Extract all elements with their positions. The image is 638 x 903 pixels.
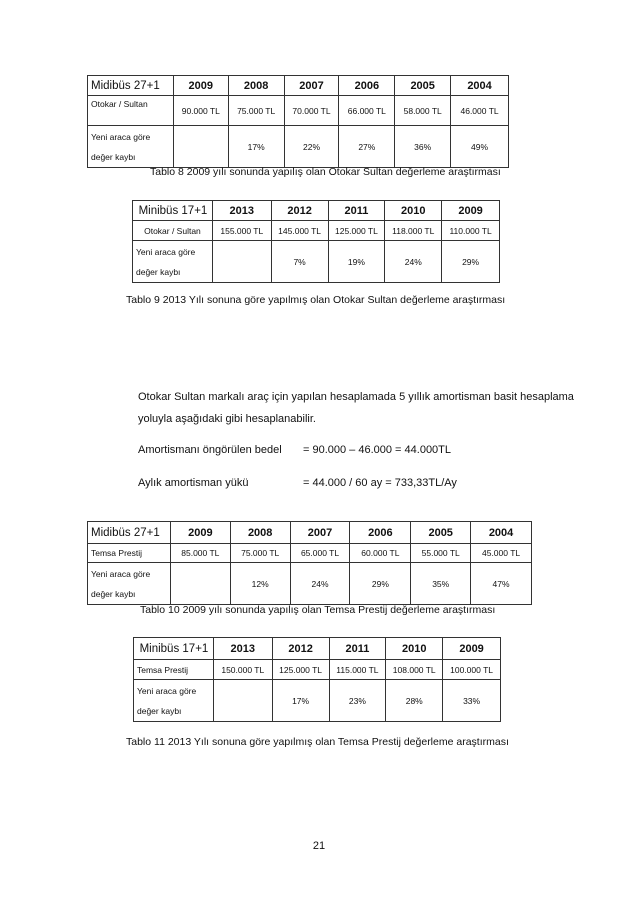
row-label-line: değer kaybı [91,589,136,599]
table-otokar-midibus-2009 [87,75,509,168]
table-cell: 100.000 TL [443,660,501,680]
table-cell: 58.000 TL [395,96,451,126]
table-cell [212,241,271,283]
formula-value: = 44.000 / 60 ay = 733,33TL/Ay [303,477,457,489]
header-cell: Minibüs 17+1 [133,201,213,221]
table-cell: 115.000 TL [329,660,386,680]
table-cell: 110.000 TL [442,221,500,241]
header-cell: 2004 [471,522,532,544]
header-cell: 2006 [339,76,395,96]
header-cell: 2009 [170,522,230,544]
table-cell: 22% [284,126,339,168]
table-temsa-minibus-2013 [133,637,501,722]
row-label [133,241,213,283]
table-cell: 17% [272,680,329,722]
table-cell: 35% [411,563,471,605]
header-cell: 2006 [350,522,411,544]
table-row [134,680,501,722]
table-row [134,660,501,680]
table-cell: 46.000 TL [451,96,509,126]
row-label: Otokar / Sultan [133,221,213,241]
table-row [88,96,509,126]
table-cell: 28% [386,680,443,722]
formula-value: = 90.000 – 46.000 = 44.000TL [303,444,452,456]
table-cell: 125.000 TL [328,221,385,241]
table-header-row [133,201,500,221]
table-cell: 75.000 TL [228,96,284,126]
table-temsa-midibus-2009 [87,521,532,605]
table-cell: 55.000 TL [411,544,471,563]
header-cell: 2012 [272,638,329,660]
table-cell: 23% [329,680,386,722]
table-cell [170,563,230,605]
row-label-line: Yeni araca göre [91,569,151,579]
header-cell: 2010 [386,638,443,660]
table-row [133,221,500,241]
table-cell: 66.000 TL [339,96,395,126]
row-label [88,126,174,168]
table-cell: 150.000 TL [213,660,272,680]
table-cell: 70.000 TL [284,96,339,126]
table-cell: 145.000 TL [271,221,328,241]
table-cell: 24% [290,563,350,605]
row-label-line: değer kaybı [91,152,136,162]
header-cell: 2013 [212,201,271,221]
table-cell: 125.000 TL [272,660,329,680]
row-label-line: Yeni araca göre [137,686,197,696]
header-cell: 2008 [230,522,290,544]
header-cell: 2009 [443,638,501,660]
table-cell: 45.000 TL [471,544,532,563]
header-cell: 2010 [385,201,442,221]
header-cell: Midibüs 27+1 [88,522,171,544]
table-row [133,241,500,283]
header-cell: 2005 [411,522,471,544]
table-cell: 75.000 TL [230,544,290,563]
header-cell: 2013 [213,638,272,660]
row-label [88,563,171,605]
table-row [88,126,509,168]
table-cell: 17% [228,126,284,168]
table-cell: 19% [328,241,385,283]
row-label-line: değer kaybı [137,706,182,716]
row-label: Temsa Prestij [88,544,171,563]
table-cell: 29% [442,241,500,283]
table-cell: 27% [339,126,395,168]
table-row [88,544,532,563]
formula-label: Amortismanı öngörülen bedel [138,444,282,456]
table-cell: 155.000 TL [212,221,271,241]
table-header-row [88,522,532,544]
header-cell: Midibüs 27+1 [88,76,174,96]
header-cell: 2008 [228,76,284,96]
row-label [134,680,214,722]
header-cell: 2004 [451,76,509,96]
table-cell: 118.000 TL [385,221,442,241]
table-cell: 108.000 TL [386,660,443,680]
table-cell: 60.000 TL [350,544,411,563]
header-cell: 2007 [284,76,339,96]
header-cell: Minibüs 17+1 [134,638,214,660]
table-cell: 7% [271,241,328,283]
table-otokar-minibus-2013 [132,200,500,283]
body-paragraph-line: Otokar Sultan markalı araç için yapılan hesaplamada 5 yıllık amortisman basit hesaplama [138,391,574,403]
row-label: Temsa Prestij [134,660,214,680]
body-paragraph-line: yoluyla aşağıdaki gibi hesaplanabilir. [138,413,316,425]
table-cell [173,126,228,168]
table-caption: Tablo 9 2013 Yılı sonuna göre yapılmış olan Otokar Sultan değerleme araştırması [126,294,506,306]
table-cell: 49% [451,126,509,168]
page-number: 21 [312,840,326,852]
row-label-line: Yeni araca göre [136,247,196,257]
header-cell: 2009 [442,201,500,221]
table-header-row [88,76,509,96]
header-cell: 2012 [271,201,328,221]
header-cell: 2005 [395,76,451,96]
table-caption: Tablo 10 2009 yılı sonunda yapılış olan Temsa Prestij değerleme araştırması [140,604,496,616]
table-cell: 65.000 TL [290,544,350,563]
table-cell [213,680,272,722]
header-cell: 2009 [173,76,228,96]
table-cell: 33% [443,680,501,722]
table-cell: 29% [350,563,411,605]
header-cell: 2011 [329,638,386,660]
table-header-row [134,638,501,660]
table-caption: Tablo 11 2013 Yılı sonuna göre yapılmış olan Temsa Prestij değerleme araştırması [126,736,509,748]
formula-label: Aylık amortisman yükü [138,477,249,489]
table-cell: 47% [471,563,532,605]
table-cell: 90.000 TL [173,96,228,126]
row-label: Otokar / Sultan [88,96,174,126]
table-cell: 12% [230,563,290,605]
table-row [88,563,532,605]
header-cell: 2007 [290,522,350,544]
table-cell: 85.000 TL [170,544,230,563]
row-label-line: Yeni araca göre [91,132,151,142]
table-cell: 24% [385,241,442,283]
header-cell: 2011 [328,201,385,221]
table-caption: Tablo 8 2009 yılı sonunda yapılış olan Otokar Sultan değerleme araştırması [150,166,501,178]
row-label-line: değer kaybı [136,267,181,277]
table-cell: 36% [395,126,451,168]
